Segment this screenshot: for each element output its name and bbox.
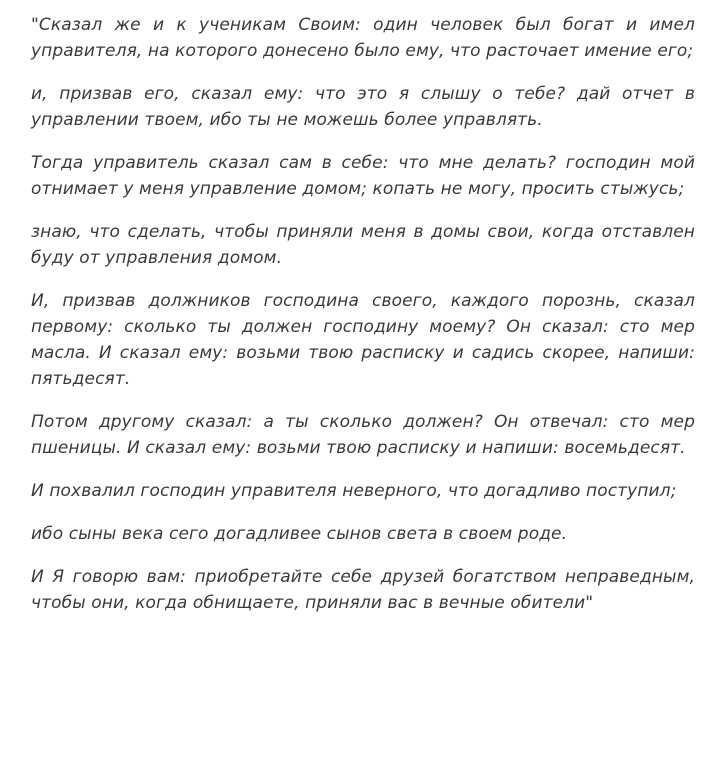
verse-3: Тогда управитель сказал сам в себе: что мне делать? господин мой отнимает у меня управление домом; копать не могу, просить стыжусь; <box>31 153 695 199</box>
verse-7: И похвалил господин управителя неверного, что догадливо поступил; <box>31 481 677 501</box>
verse-9: И Я говорю вам: приобретайте себе друзей богатством неправедным, чтобы они, когда обнищаете, приняли вас в вечные обители" <box>31 567 695 613</box>
verse-2: и, призвав его, сказал ему: что это я слышу о тебе? дай отчет в управлении твоем, ибо ты не можешь более управлять. <box>31 84 695 130</box>
verse-5: И, призвав должников господина своего, каждого порознь, сказал первому: сколько ты должен господину моему? Он сказал: сто мер масла. И сказал ему: возьми твою расписку и садись скорее, напиши: пятьдесят. <box>31 291 695 389</box>
verse-1: "Сказал же и к ученикам Своим: один человек был богат и имел управителя, на которого донесено было ему, что расточает имение его; <box>31 15 695 61</box>
verse-4: знаю, что сделать, чтобы приняли меня в домы свои, когда отставлен буду от управления домом. <box>31 222 695 268</box>
verse-8: ибо сыны века сего догадливее сынов света в своем роде. <box>31 524 568 544</box>
verse-6: Потом другому сказал: а ты сколько должен? Он отвечал: сто мер пшеницы. И сказал ему: возьми твою расписку и напиши: восемьдесят. <box>31 412 695 458</box>
